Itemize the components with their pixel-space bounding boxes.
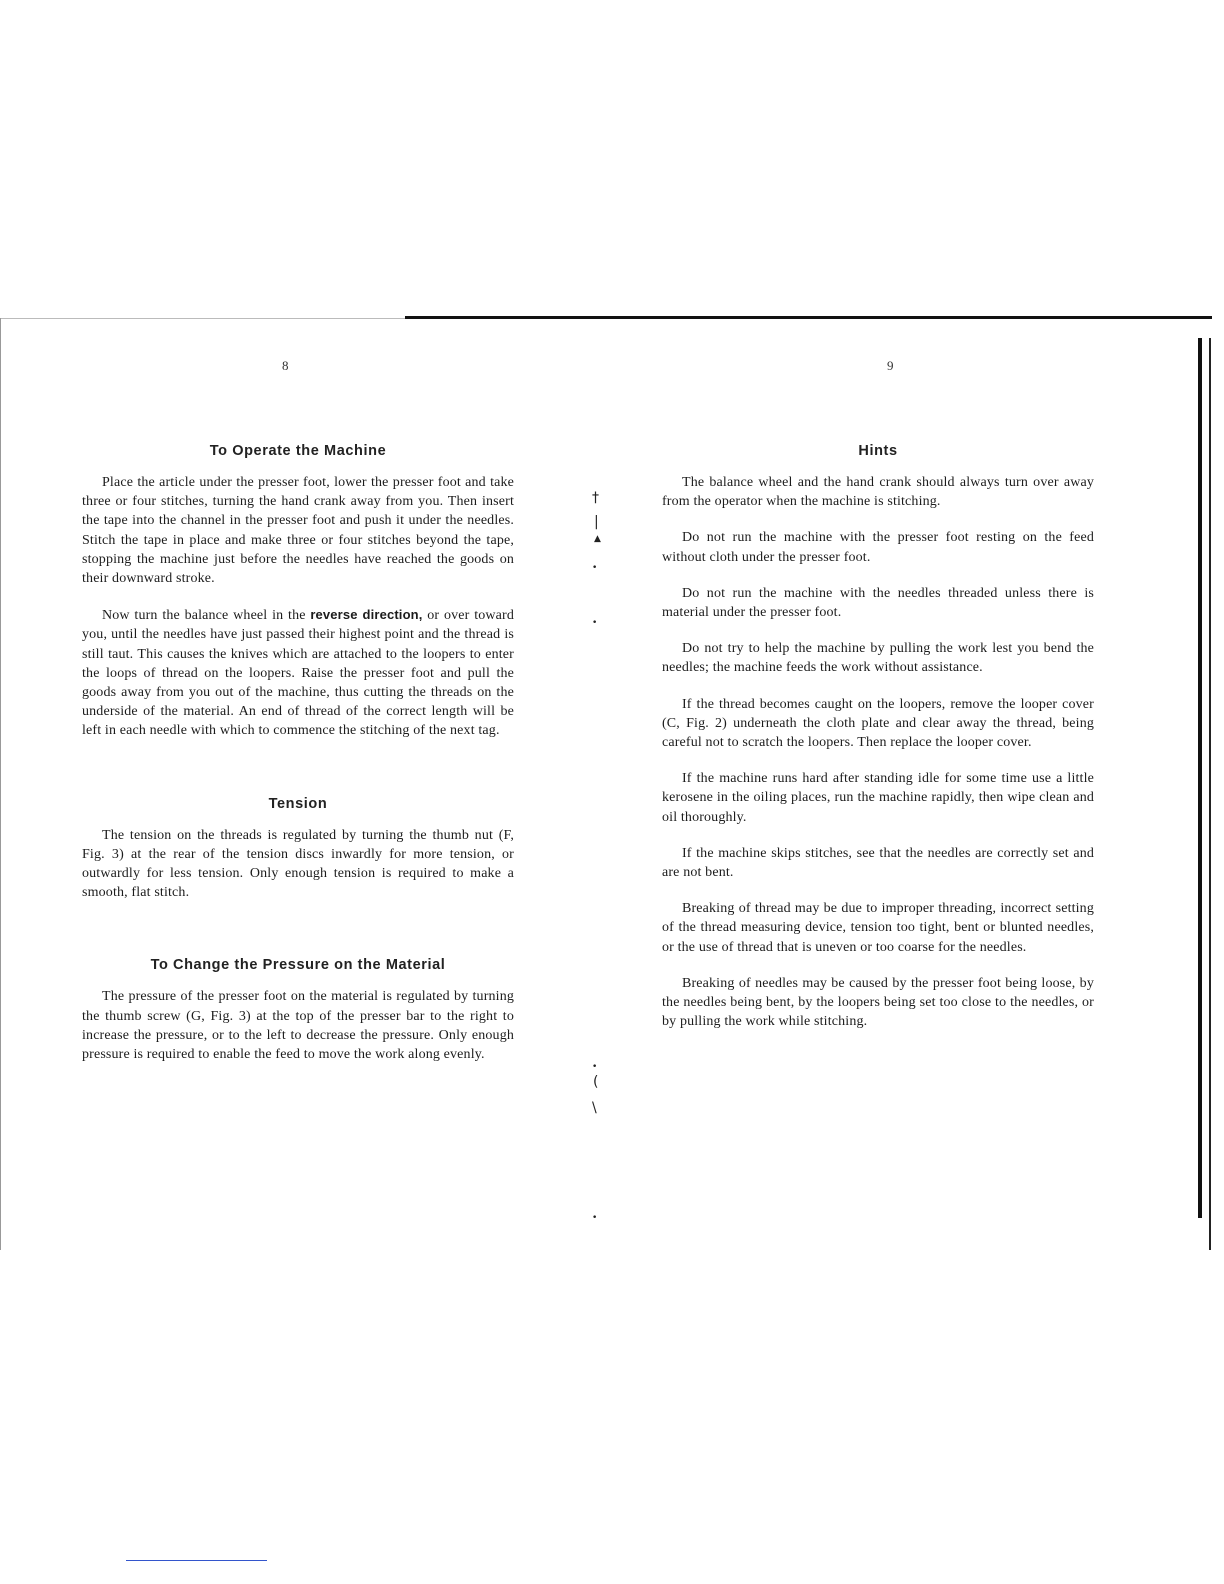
right-page-column — [662, 443, 1094, 1048]
page-edge-left — [0, 318, 1, 1250]
hint-paragraph: Breaking of thread may be due to improper threading, incorrect setting of the thread measuring device, tension too tight, bent or blunted needles, or the use of thread that is uneven or too coarse for the needles. — [662, 901, 1094, 955]
gutter-mark: \ — [592, 1100, 597, 1116]
page-edge-top-rule — [405, 316, 1212, 319]
gutter-mark: • — [592, 563, 598, 573]
paragraph-text: or over toward you, until the needles have just passed their highest point and the thread is still taut. This causes the knives which are attached to the loopers to enter the loops of thread on the loopers. Raise the presser foot and pull the goods away from you out of the machine, thus cutting the threads on the underside of the material. An end of thread of the correct length will be left in each needle with which to commence the stitching of the next tag. — [82, 608, 514, 739]
gutter-mark: • — [592, 1213, 598, 1223]
section-title-hints: Hints — [858, 443, 898, 459]
hint-paragraph: Do not run the machine with the needles threaded unless there is material under the presser foot. — [662, 585, 1094, 621]
hint-paragraph: Do not run the machine with the presser foot resting on the feed without cloth under the presser foot. — [662, 530, 1094, 565]
paragraph-tension: The tension on the threads is regulated by turning the thumb nut (F, Fig. 3) at the rear of the tension discs inwardly for more tension, or outwardly for less tension. Only enough tension is required to make a smooth, flat stitch. — [82, 827, 514, 901]
page-number-left: 8 — [282, 358, 289, 373]
hint-paragraph: Do not try to help the machine by pulling the work lest you bend the needles; the machine feeds the work without assistance. — [662, 641, 1094, 676]
gutter-mark: † — [592, 490, 599, 506]
gutter-mark: • — [592, 618, 598, 628]
paragraph-operate-2 — [82, 605, 514, 740]
paragraph-text: Now turn the balance wheel in the — [102, 608, 311, 624]
bottom-underline-artifact — [126, 1560, 267, 1561]
left-page-column — [82, 443, 514, 1081]
page-number-right: 9 — [887, 358, 894, 373]
emphasis-reverse-direction: reverse direction, — [310, 607, 423, 623]
paragraph-pressure: The pressure of the presser foot on the material is regulated by turning the thumb screw (G, Fig. 3) at the top of the presser bar to the right to increase the pressure, or to the left to decrease the pressure. Only enough pressure is required to enable the feed to move the work along evenly. — [82, 989, 514, 1063]
section-title-operate: To Operate the Machine — [209, 443, 387, 459]
gutter-mark: ▲ — [594, 534, 601, 544]
hint-paragraph: If the machine skips stitches, see that the needles are correctly set and are not bent. — [662, 845, 1094, 881]
gutter-mark: ( — [593, 1074, 599, 1090]
section-title-pressure: To Change the Pressure on the Material — [150, 957, 446, 974]
hint-paragraph: The balance wheel and the hand crank should always turn over away from the operator when the machine is stitching. — [662, 475, 1094, 510]
hint-paragraph: If the thread becomes caught on the loopers, remove the looper cover (C, Fig. 2) underneath the cloth plate and clear away the thread, being careful not to scratch the loopers. Then replace the looper cover. — [662, 696, 1094, 751]
hint-paragraph: Breaking of needles may be caused by the presser foot being loose, by the needles being bent, by the loopers being set too close to the needles, or by pulling the work while stitching. — [662, 975, 1094, 1030]
page-edge-right — [1209, 338, 1211, 1250]
gutter-mark: • — [592, 1062, 598, 1072]
paragraph-operate-1: Place the article under the presser foot, lower the presser foot and take three or four stitches, turning the hand crank away from you. Then insert the tape into the channel in the presser foot and push it under the needles. Stitch the tape in place and make three or four stitches beyond the tape, stopping the machine just before the needles have reached the goods on their downward stroke. — [82, 475, 514, 587]
page-edge-right-shadow — [1198, 338, 1202, 1218]
gutter-mark: | — [594, 514, 599, 530]
section-title-tension: Tension — [268, 795, 328, 812]
hint-paragraph: If the machine runs hard after standing idle for some time use a little kerosene in the oiling places, run the machine rapidly, then wipe clean and oil thoroughly. — [662, 771, 1094, 825]
page-edge-top-left — [0, 318, 405, 319]
